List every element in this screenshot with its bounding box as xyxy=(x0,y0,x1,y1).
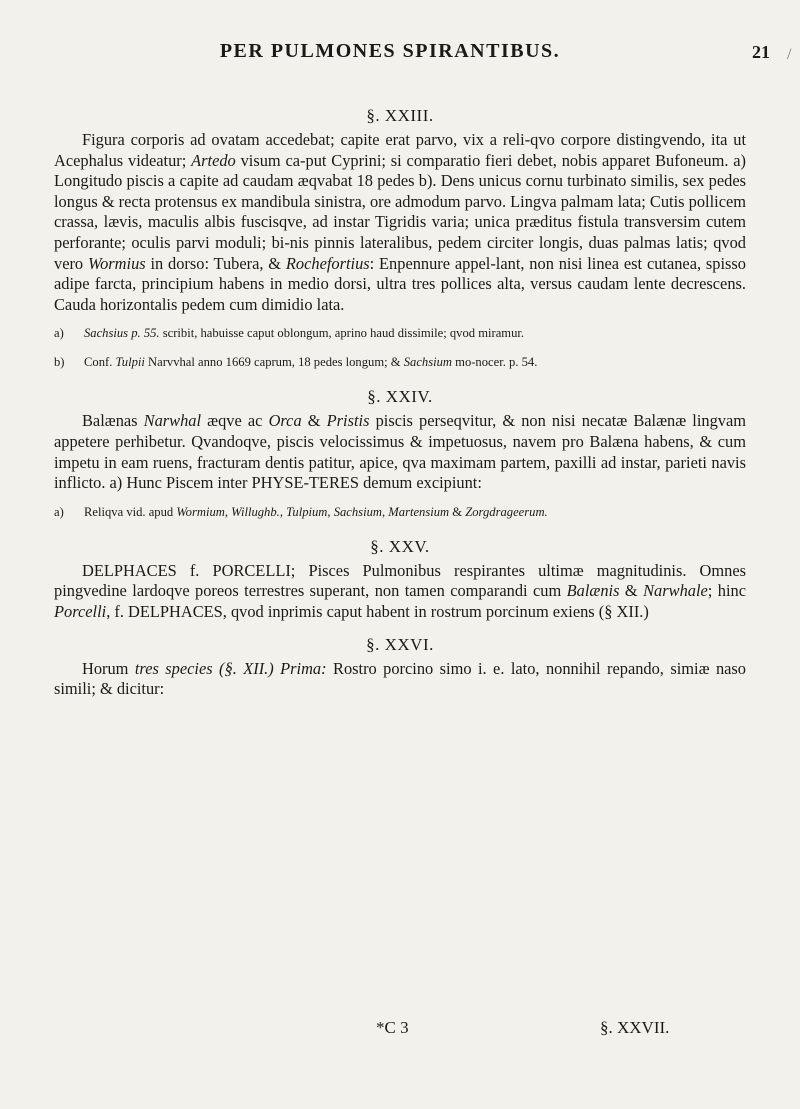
italic-term: tres species (§. XII.) Prima: xyxy=(134,658,327,678)
footnote: a) Reliqva vid. apud Wormium, Willughb., Tulpium, Sachsium, Martensium & Zorgdrageerum. xyxy=(54,504,548,519)
italic-term: Zorgdrageerum. xyxy=(465,504,548,519)
running-title: PER PULMONES SPIRANTIBUS. xyxy=(219,40,561,62)
edge-mark: / xyxy=(787,46,792,63)
page-footer xyxy=(0,1018,800,1042)
footnote-label: b) xyxy=(54,355,65,370)
footnote: a) Sachsius p. 55. scribit, habuisse caput oblongum, aprino haud dissimile; qvod miramur. xyxy=(54,326,525,341)
section-heading: §. XXVI. xyxy=(366,634,434,654)
section-paragraph: Figura corporis ad ovatam accedebat; capite erat parvo, vix a reli-qvo corpore distingvendo, ita ut Acephalus videatur; Artedo visum ca-put Cyprini; si comparatio fieri debet, nobis apparet Bufoneum. a) Longitudo piscis a capite ad caudam æqvabat 18 pedes b). Dens unicus cornu turbinato similis, sex pedes longus & recta protensus ex mandibula sinistra, ore admodum parvo. Lingva palmam lata; Cutis pollicem crassa, lævis, maculis albis fuscisqve, ad instar Tigridis varia; unica præditus fistula transversim cutem perforante; oculis parvi moduli; bi-nis pinnis lateralibus, pedem circiter longis, duas palmas latis; qvod vero Wormius in dorso: Tubera, & Rochefortius: Enpennure appel-lant, non nisi linea est cutanea, spisso adipe farcta, principium habens in medio dorsi, ultra tres pollices alta, versus caudam lente decrescens. Cauda horizontalis pedem cum dimidio lata. xyxy=(54,130,746,314)
italic-term: Orca xyxy=(268,411,302,431)
section-paragraph: Horum tres species (§. XII.) Prima: Rostro porcino simo i. e. lato, nonnihil repando, simiæ naso simili; & dicitur: xyxy=(54,658,746,699)
section-paragraph: Balænas Narwhal æqve ac Orca & Pristis piscis perseqvitur, & non nisi necatæ Balænæ lingvam appetere perhibetur. Qvandoqve, piscis velocissimus & impetuosus, navem pro Balæna habens, & cum impetu in eam ruens, fracturam dentis patitur, apice, qva maximam partem, paxilli ad instar, parieti navis inflicto. a) Hunc Piscem inter PHYSE-TERES demum excipiunt: xyxy=(54,411,747,493)
main-text xyxy=(54,106,746,700)
italic-term: Pristis xyxy=(326,411,370,431)
footnote-label: a) xyxy=(54,326,64,341)
italic-term: Narwhal xyxy=(143,411,202,431)
section-paragraph: DELPHACES f. PORCELLI; Pisces Pulmonibus respirantes ultimæ magnitudinis. Omnes pingvedine lardoqve poreos terrestres superant, non tamen comparandi cum Balænis & Narwhale; hinc Porcelli, f. DELPHACES, qvod inprimis caput habent in rostrum porcinum exiens (§ XII.) xyxy=(54,560,747,621)
italic-term: Porcelli xyxy=(54,601,107,621)
italic-term: Tulpii xyxy=(115,355,145,370)
italic-term: Artedo xyxy=(191,150,236,170)
signature-mark: *C 3 xyxy=(376,1018,409,1037)
section-gap xyxy=(54,521,746,537)
italic-term: Wormius xyxy=(87,253,146,273)
italic-term: Martensium xyxy=(388,504,450,519)
italic-term: Narwhale xyxy=(643,581,708,601)
italic-term: Willughb. xyxy=(231,504,280,519)
catchword: §. XXVII. xyxy=(600,1018,670,1037)
italic-term: Sachsius p. 55. xyxy=(84,326,160,341)
italic-term: Wormium xyxy=(176,504,225,519)
section-heading: §. XXV. xyxy=(370,536,430,556)
italic-term: Rochefortius xyxy=(285,253,370,273)
section-heading: §. XXIII. xyxy=(366,106,434,125)
section-gap xyxy=(54,371,746,387)
italic-term: Tulpium xyxy=(286,504,328,519)
section-gap xyxy=(54,623,746,635)
section-heading: §. XXIV. xyxy=(367,387,433,407)
italic-term: Balænis xyxy=(566,581,620,601)
page-header xyxy=(0,40,800,74)
footnote-label: a) xyxy=(54,504,64,519)
italic-term: Sachsium xyxy=(333,504,382,519)
italic-term: Sachsium xyxy=(403,355,452,370)
footnote: b) Conf. Tulpii Narvvhal anno 1669 caprum, 18 pedes longum; & Sachsium mo-nocer. p. 54. xyxy=(54,355,538,370)
page-number: 21 xyxy=(752,42,770,62)
